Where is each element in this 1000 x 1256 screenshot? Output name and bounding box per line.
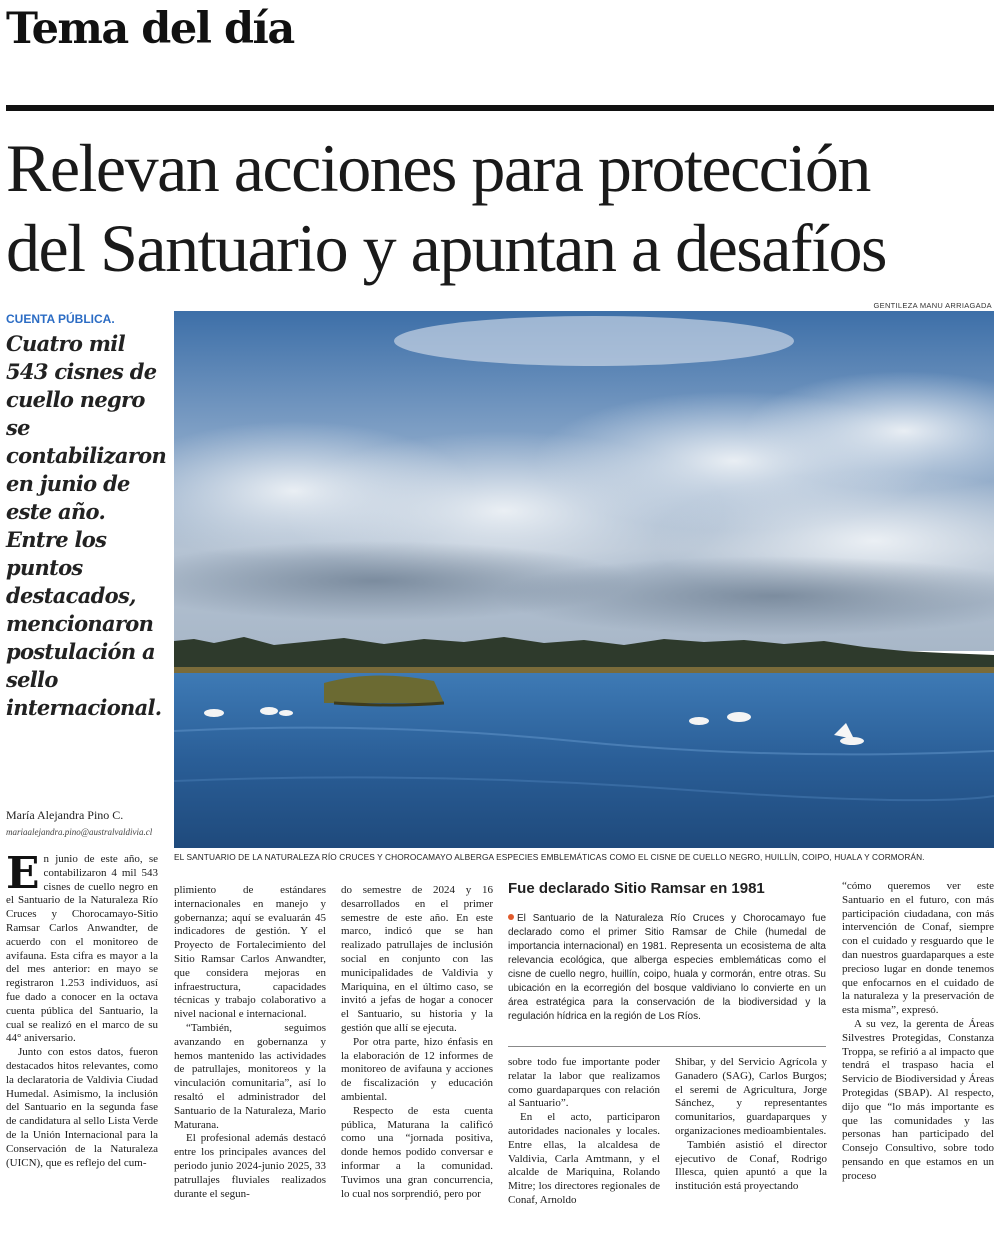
paragraph: sobre todo fue importante poder relatar la labor que realizamos como guardaparques con relación al Santuario”. bbox=[508, 1056, 660, 1110]
paragraph bbox=[6, 848, 158, 1046]
paragraph: A su vez, la gerenta de Áreas Silvestres Protegidas, Constanza Troppa, se refirió a al impacto que tendrá el traspaso hacia el Servicio de Biodiversidad y Áreas Protegidas (SBAP). Al respecto, dijo que “lo más importante es que las comunidades y las personas han participado del Consejo Consultivo, sobre todo pensando en que estamos en un proceso bbox=[842, 1017, 994, 1182]
byline: María Alejandra Pino C. bbox=[6, 808, 124, 822]
headline-line-1: Relevan acciones para protección bbox=[6, 130, 870, 206]
paragraph: do semestre de 2024 y 16 desarrollados en el primer semestre de este año. En este marco, indicó que se han realizado patrullajes de inclusión social en conjunto con las municipalidades de Valdivia y Mariquina, en el último caso, se invitó a jefas de hogar a conocer el Santuario, su historia y la gestión que allí se ejecuta. bbox=[341, 884, 493, 1034]
paragraph: También asistió el director ejecutivo de Conaf, Rodrigo Illesca, quien apuntó a que la institución está proyectando bbox=[675, 1138, 827, 1193]
sidebar-box-divider bbox=[508, 1046, 826, 1047]
paragraph: Junto con estos datos, fueron destacados hitos relevantes, como la declaratoria de Valdivia Ciudad Humedal. Asimismo, la inclusión del Santuario en la segunda fase de candidatura al sello Lista Verde de la Unión Internacional para la Conservación de la Naturaleza (UICN), que es reflejo del cum- bbox=[6, 1046, 158, 1169]
sidebar-box-text: El Santuario de la Naturaleza Río Cruces y Chorocamayo fue declarado como el primer Sitio Ramsar de Chile (humedal de importancia internacional) en 1981. Representa un ecosistema de alta relevancia ecológica, que alberga especies emblemáticas como el cisne de cuello negro, huillín, coipo, huala y cormorán, entre otras. Su ubicación en la ecorregión del bosque valdiviano lo convierte en un área estratégica para la conservación de la biodiversidad y la regulación hídrica en la región de Los Ríos. bbox=[508, 913, 826, 1022]
section-title: Tema del día bbox=[6, 4, 294, 54]
article-column-5 bbox=[675, 1056, 827, 1194]
article-column-4 bbox=[508, 1056, 660, 1208]
sidebar-box-body bbox=[508, 912, 826, 1024]
article-column-1 bbox=[6, 848, 158, 1170]
article-column-3 bbox=[341, 884, 493, 1201]
paragraph-text: n junio de este año, se contabilizaron 4 mil 543 cisnes de cuello negro en el Santuario de la Naturaleza Río Cruces y Chorocamayo-Sitio Ramsar Carlos Anwandter, de acuerdo con el monitoreo de avifauna. Esta cifra es mayor a la del mes anterior: en mayo se registraron 1.253 individuos, así fue dado a conocer en la octava cuenta pública del Santuario, la cual se realizó en el marco de su 44° aniversario. bbox=[6, 853, 158, 1045]
lede: Cuatro mil 543 cisnes de cuello negro se contabilizaron en junio de este año. Entre los puntos destacados, mencionaron postulación a sello internacional. bbox=[6, 331, 167, 720]
paragraph: “También, seguimos avanzando en gobernanza y hemos mantenido las actividades de patrullajes, monitoreos y la vinculación comunitaria”, así lo resaltó el administrador del Santuario de la Naturaleza, Mario Maturana. bbox=[174, 1021, 326, 1131]
article-column-2 bbox=[174, 884, 326, 1201]
paragraph: Shibar, y del Servicio Agrícola y Ganadero (SAG), Carlos Burgos; el seremi de Agricultura, Jorge Sánchez, y representantes comunitarios, guardaparques y organizaciones medioambientales. bbox=[675, 1056, 827, 1137]
kicker: CUENTA PÚBLICA. bbox=[6, 312, 115, 326]
article-photo bbox=[174, 311, 994, 848]
drop-cap: E bbox=[6, 848, 40, 899]
headline bbox=[6, 128, 996, 288]
section-rule bbox=[6, 105, 994, 111]
headline-line-2: del Santuario y apuntan a desafíos bbox=[6, 210, 886, 286]
paragraph: “cómo queremos ver este Santuario en el futuro, con más participación ciudadana, con más intervención de Conaf, siempre con el cuidado y resguardo que le dan nuestros guardaparques a este precioso lugar en donde tenemos que enfocarnos en el cuidado de la naturaleza y la preservación de esta misma”, expresó. bbox=[842, 880, 994, 1017]
paragraph: Por otra parte, hizo énfasis en la elaboración de 12 informes de monitoreo de avifauna y acciones de fiscalización y educación ambiental. bbox=[341, 1035, 493, 1103]
paragraph: Respecto de esta cuenta pública, Maturana la calificó como una “jornada positiva, donde hemos podido conversar e informar a la comunidad. Tuvimos una gran concurrencia, lo cual nos sorprendió, pero por bbox=[341, 1104, 493, 1200]
paragraph: En el acto, participaron autoridades nacionales y locales. Entre ellas, la alcaldesa de Valdivia, Carla Amtmann, y el alcalde de Mariquina, Rolando Mitre; los directores regionales de Conaf, Arnoldo bbox=[508, 1111, 660, 1206]
photo-caption: EL SANTUARIO DE LA NATURALEZA RÍO CRUCES Y CHOROCAMAYO ALBERGA ESPECIES EMBLEMÁTICAS COMO EL CISNE DE CUELLO NEGRO, HUILLÍN, COIPO, HUALA Y CORMORÁN. bbox=[174, 852, 925, 862]
paragraph: plimiento de estándares internacionales en manejo y gobernanza; aquí se evaluarán 45 indicadores de gestión. Y el Proyecto de Fortalecimiento del Sitio Ramsar Carlos Anwandter, que considera mejoras en infraestructura, capacidades técnicas y trabajo colaborativo a nivel nacional e internacional. bbox=[174, 884, 326, 1021]
sidebar-box-title: Fue declarado Sitio Ramsar en 1981 bbox=[508, 880, 765, 897]
bullet-dot-icon bbox=[508, 914, 514, 920]
article-column-6 bbox=[842, 880, 994, 1184]
photo-credit: GENTILEZA MANU ARRIAGADA bbox=[873, 301, 992, 310]
paragraph: El profesional además destacó entre los principales avances del periodo junio 2024-junio 2025, 33 patrullajes fluviales realizados durante el segun- bbox=[174, 1132, 326, 1200]
author-email: mariaalejandra.pino@australvaldivia.cl bbox=[6, 827, 153, 837]
